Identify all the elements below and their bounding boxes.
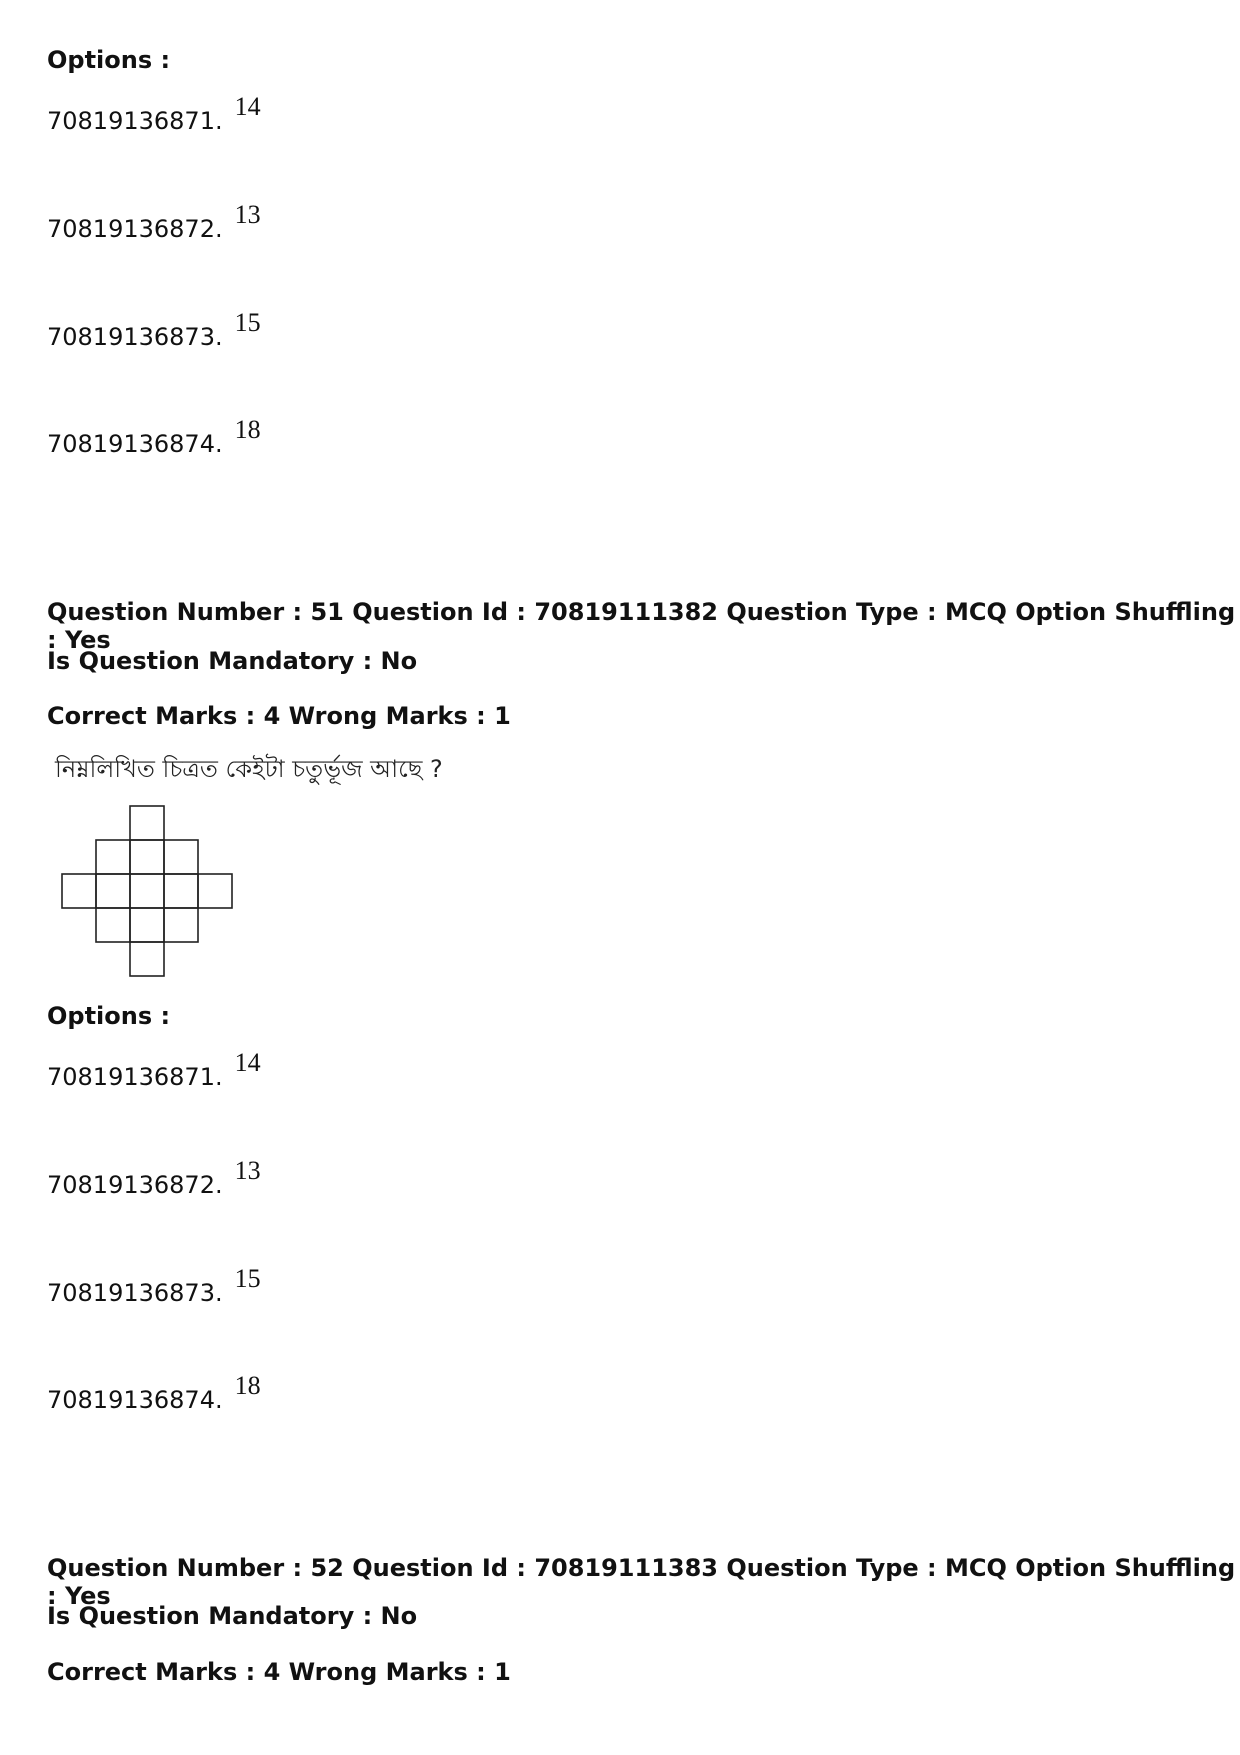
question-text: নিম্নলিখিত চিত্ৰত কেইটা চতুৰ্ভূজ আছে ? [55, 755, 443, 783]
grid-cell [130, 840, 164, 874]
question-marks: Correct Marks : 4 Wrong Marks : 1 [47, 702, 511, 730]
option-id: 70819136871. [47, 107, 223, 135]
option-value: 18 [234, 1371, 261, 1400]
question-header: Question Number : 51 Question Id : 70819111382 Question Type : MCQ Option Shuffling : Yes [47, 598, 1236, 654]
option-value: 15 [234, 1264, 261, 1293]
question-header: Question Number : 52 Question Id : 70819111383 Question Type : MCQ Option Shuffling : Yes [47, 1554, 1236, 1610]
question-mandatory: Is Question Mandatory : No [47, 647, 418, 675]
option-row [47, 92, 261, 136]
option-row [47, 308, 261, 352]
grid-cell [96, 874, 130, 908]
option-value: 14 [234, 1048, 261, 1077]
grid-cell [130, 874, 164, 908]
option-id: 70819136874. [47, 1386, 223, 1414]
question-mandatory: Is Question Mandatory : No [47, 1602, 418, 1630]
grid-cell [96, 840, 130, 874]
option-value: 13 [234, 1156, 261, 1185]
option-id: 70819136873. [47, 323, 223, 351]
option-id: 70819136872. [47, 215, 223, 243]
option-id: 70819136873. [47, 1279, 223, 1307]
option-id: 70819136872. [47, 1171, 223, 1199]
quadrilateral-figure [60, 804, 236, 980]
grid-cell [198, 874, 232, 908]
option-value: 13 [234, 200, 261, 229]
grid-cell [62, 874, 96, 908]
grid-cell [130, 908, 164, 942]
grid-cell [130, 942, 164, 976]
option-value: 15 [234, 308, 261, 337]
option-value: 18 [234, 415, 261, 444]
grid-cell [164, 908, 198, 942]
option-row [47, 1371, 261, 1415]
option-row [47, 200, 261, 244]
option-row [47, 1264, 261, 1308]
grid-cell [96, 908, 130, 942]
grid-cell [130, 806, 164, 840]
options-label: Options : [47, 46, 171, 74]
option-row [47, 1048, 261, 1092]
option-id: 70819136874. [47, 430, 223, 458]
option-row [47, 415, 261, 459]
grid-cell [164, 840, 198, 874]
question-marks: Correct Marks : 4 Wrong Marks : 1 [47, 1658, 511, 1686]
options-label: Options : [47, 1002, 171, 1030]
grid-cell [164, 874, 198, 908]
option-row [47, 1156, 261, 1200]
option-id: 70819136871. [47, 1063, 223, 1091]
option-value: 14 [234, 92, 261, 121]
